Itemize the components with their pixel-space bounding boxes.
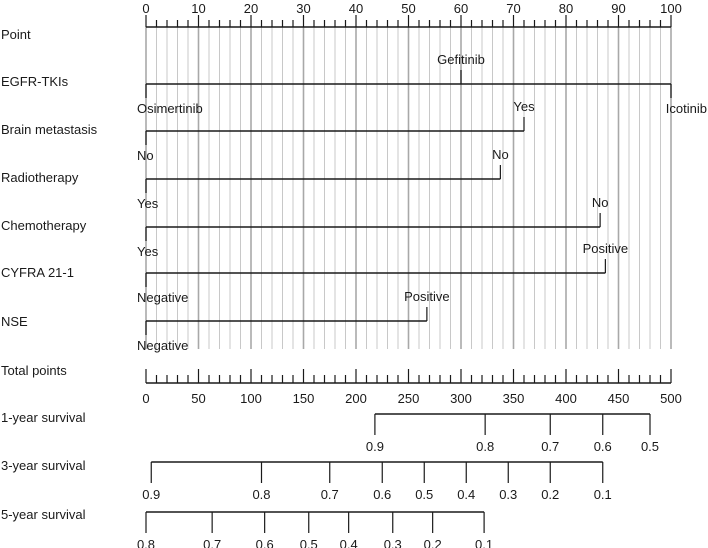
variable-label: CYFRA 21-1 xyxy=(1,265,74,280)
survival-tick-label: 0.1 xyxy=(475,537,494,548)
point-axis-tick-label: 10 xyxy=(191,1,206,16)
survival-tick-label: 0.5 xyxy=(640,439,660,454)
survival-tick-label: 0.3 xyxy=(383,537,402,548)
survival-tick-label: 0.3 xyxy=(499,487,518,502)
total-points-tick-label: 150 xyxy=(292,391,315,406)
variable-label: Chemotherapy xyxy=(1,218,87,233)
total-points-tick-label: 350 xyxy=(502,391,525,406)
survival-tick-label: 0.7 xyxy=(541,439,560,454)
point-axis-tick-label: 0 xyxy=(142,1,150,16)
survival-tick-label: 0.8 xyxy=(252,487,271,502)
survival-tick-label: 0.9 xyxy=(365,439,384,454)
survival-tick-label: 0.8 xyxy=(476,439,495,454)
survival-tick-label: 0.2 xyxy=(541,487,560,502)
variable-label: Brain metastasis xyxy=(1,122,98,137)
total-points-tick-label: 300 xyxy=(450,391,472,406)
total-points-tick-label: 400 xyxy=(555,391,577,406)
variable-level-label: No xyxy=(492,147,509,162)
point-axis-tick-label: 40 xyxy=(348,1,364,16)
survival-tick-label: 0.7 xyxy=(320,487,339,502)
variable-label: Radiotherapy xyxy=(1,170,79,185)
variable-level-label: Negative xyxy=(137,338,189,353)
total-points-tick-label: 100 xyxy=(240,391,262,406)
total-points-tick-label: 0 xyxy=(142,391,150,406)
variable-level-label: Icotinib xyxy=(665,101,707,116)
survival-tick-label: 0.8 xyxy=(136,537,156,548)
survival-tick-label: 0.6 xyxy=(593,439,612,454)
point-axis-tick-label: 90 xyxy=(611,1,626,16)
survival-scale-label: 3-year survival xyxy=(1,458,86,473)
survival-tick-label: 0.5 xyxy=(299,537,318,548)
survival-tick-label: 0.2 xyxy=(423,537,442,548)
survival-tick-label: 0.6 xyxy=(373,487,392,502)
survival-scale-label: 1-year survival xyxy=(1,410,86,425)
point-axis-tick-label: 100 xyxy=(660,1,682,16)
survival-scale-label: 5-year survival xyxy=(1,507,86,522)
survival-tick-label: 0.9 xyxy=(142,487,161,502)
survival-tick-label: 0.7 xyxy=(203,537,222,548)
variable-level-label: Yes xyxy=(137,196,159,211)
point-axis-tick-label: 70 xyxy=(506,1,521,16)
survival-tick-label: 0.4 xyxy=(339,537,358,548)
total-points-tick-label: 50 xyxy=(191,391,206,406)
variable-level-label: No xyxy=(591,195,609,210)
total-points-tick-label: 200 xyxy=(345,391,367,406)
total-points-tick-label: 500 xyxy=(660,391,682,406)
variable-level-label: Yes xyxy=(513,99,535,114)
survival-tick-label: 0.6 xyxy=(255,537,274,548)
variable-level-label: No xyxy=(137,148,154,163)
nomogram-scales xyxy=(1,1,707,548)
point-axis-tick-label: 30 xyxy=(296,1,311,16)
point-axis-tick-label: 20 xyxy=(243,1,259,16)
variable-label: NSE xyxy=(1,314,28,329)
variable-level-label: Negative xyxy=(137,290,189,305)
variable-level-label: Gefitinib xyxy=(437,52,485,67)
variable-level-label: Osimertinib xyxy=(137,101,203,116)
point-axis-tick-label: 60 xyxy=(453,1,469,16)
total-points-tick-label: 250 xyxy=(397,391,420,406)
variable-level-label: Positive xyxy=(582,241,629,256)
point-axis-tick-label: 80 xyxy=(558,1,574,16)
variable-label: EGFR-TKIs xyxy=(1,74,69,89)
variable-level-label: Positive xyxy=(404,289,450,304)
survival-tick-label: 0.4 xyxy=(457,487,476,502)
survival-tick-label: 0.1 xyxy=(593,487,612,502)
point-axis-tick-label: 50 xyxy=(401,1,416,16)
total-points-axis-label: Total points xyxy=(1,363,67,378)
total-points-tick-label: 450 xyxy=(607,391,630,406)
point-axis-label: Point xyxy=(1,27,31,42)
survival-tick-label: 0.5 xyxy=(415,487,434,502)
variable-level-label: Yes xyxy=(137,244,159,259)
